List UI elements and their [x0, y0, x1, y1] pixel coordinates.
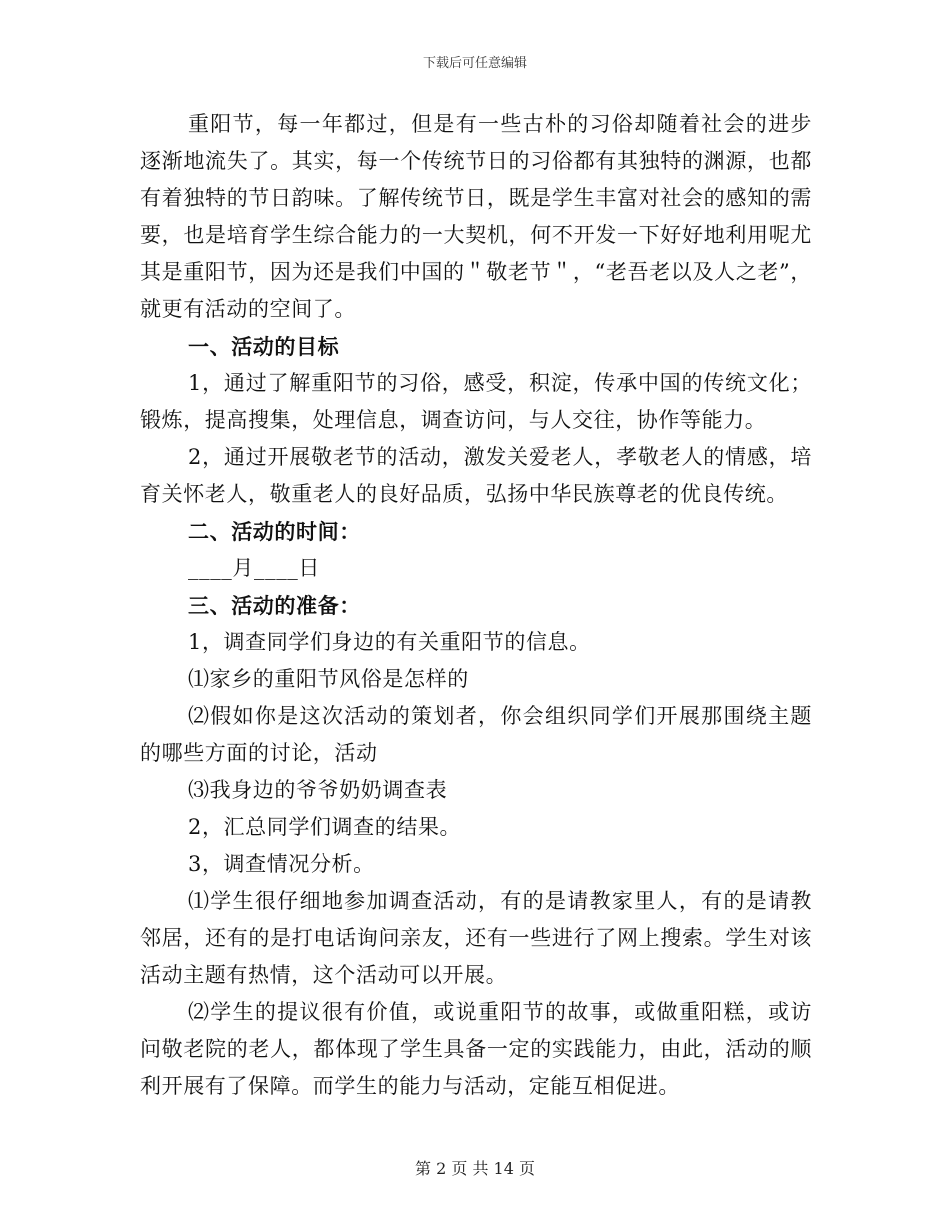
prep-item-2: 2，汇总同学们调查的结果。: [188, 815, 462, 839]
analysis-item-2: ⑵学生的提议很有价值，或说重阳节的故事，或做重阳糕，或访问敬老院的老人，都体现了学生具备一定的实践能力，由此，活动的顺利开展有了保障。而学生的能力与活动，定能互相促进。: [140, 1000, 812, 1098]
header-note: 下载后可任意编辑: [422, 56, 527, 71]
analysis-item-1: ⑴学生很仔细地参加调查活动，有的是请教家里人，有的是请教邻居，还有的是打电话询问亲友，还有一些进行了网上搜索。学生对该活动主题有热情，这个活动可以开展。: [140, 889, 812, 987]
goal-item-1: 1，通过了解重阳节的习俗，感受，积淀，传承中国的传统文化；锻炼，提高搜集，处理信息，调查访问，与人交往，协作等能力。: [140, 371, 812, 432]
section-heading-time: 二、活动的时间：: [188, 519, 361, 544]
prep-subitem-3: ⑶我身边的爷爷奶奶调查表: [188, 778, 448, 802]
goal-item-2: 2，通过开展敬老节的活动，激发关爱老人，孝敬老人的情感，培育关怀老人，敬重老人的良好品质，弘扬中华民族尊老的优良传统。: [140, 445, 812, 506]
time-placeholder: ____月____日: [188, 556, 320, 580]
prep-item-1: 1，调查同学们身边的有关重阳节的信息。: [188, 630, 591, 654]
document-body: [140, 106, 812, 1105]
section-heading-preparation: 三、活动的准备：: [188, 593, 361, 618]
intro-paragraph: 重阳节，每一年都过，但是有一些古朴的习俗却随着社会的进步逐渐地流失了。其实，每一个传统节日的习俗都有其独特的渊源，也都有着独特的节日韵味。了解传统节日，既是学生丰富对社会的感知的需要，也是培育学生综合能力的一大契机，何不开发一下好好地利用呢尤其是重阳节，因为还是我们中国的＂敬老节＂，“老吾老以及人之老”，就更有活动的空间了。: [140, 112, 812, 321]
page-number: 第 2 页 共 14 页: [415, 1159, 535, 1178]
prep-subitem-1: ⑴家乡的重阳节风俗是怎样的: [188, 667, 469, 691]
section-heading-goals: 一、活动的目标: [188, 334, 340, 359]
prep-subitem-2: ⑵假如你是这次活动的策划者，你会组织同学们开展那围绕主题的哪些方面的讨论，活动: [140, 704, 812, 765]
prep-item-3: 3，调查情况分析。: [188, 852, 375, 876]
